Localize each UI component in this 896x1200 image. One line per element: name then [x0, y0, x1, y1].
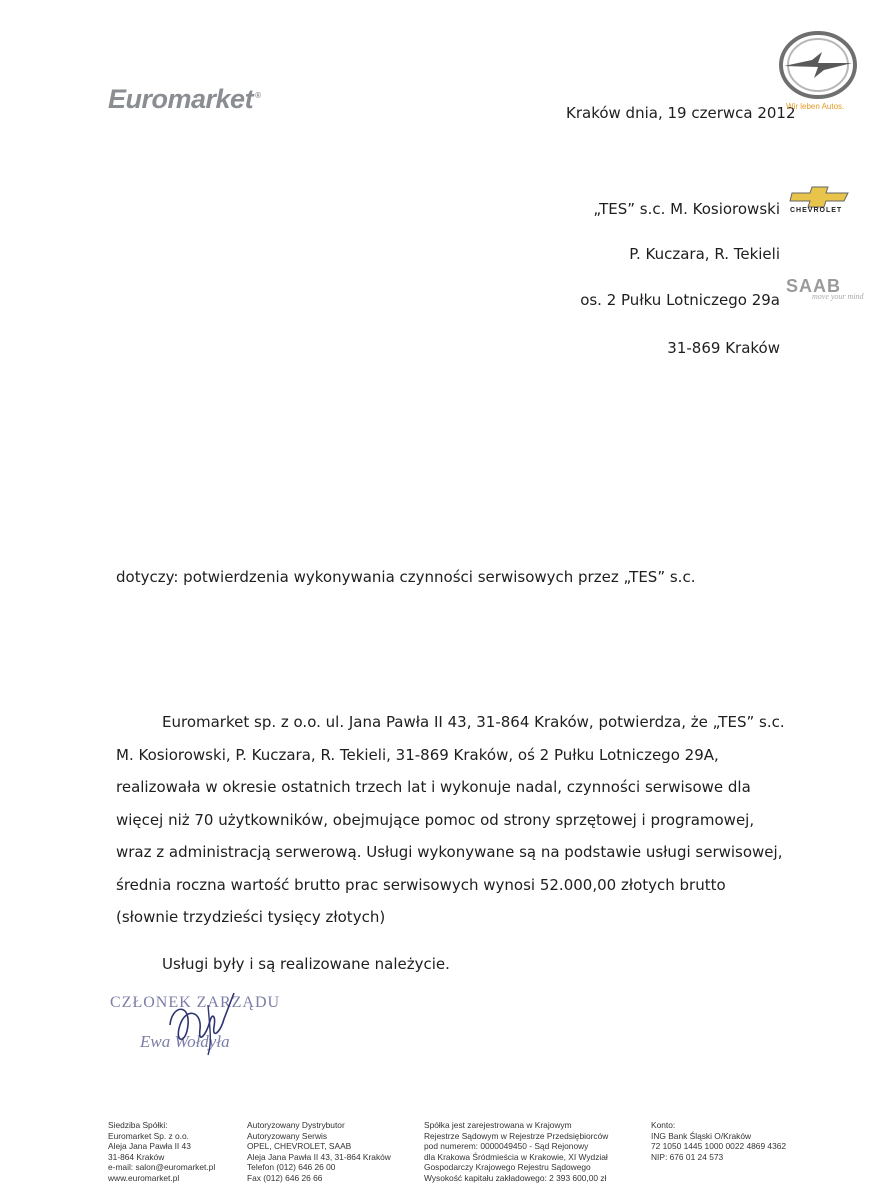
letter-date: Kraków dnia, 19 czerwca 2012	[566, 104, 796, 122]
recipient-line-2: P. Kuczara, R. Tekieli	[629, 245, 780, 263]
footer-line: Aleja Jana Pawła II 43	[108, 1141, 191, 1152]
footer-nip: NIP: 676 01 24 573	[651, 1151, 724, 1162]
opel-tagline: Wir leben Autos.	[786, 102, 845, 111]
subject-line: dotyczy: potwierdzenia wykonywania czynności serwisowych przez „TES” s.c.	[116, 568, 696, 586]
footer-phone: Telefon (012) 646 26 00	[247, 1162, 336, 1173]
footer-line: Siedziba Spółki:	[108, 1120, 168, 1130]
saab-logo: SAAB	[786, 276, 842, 296]
body-paragraph: Euromarket sp. z o.o. ul. Jana Pawła II 43, 31-864 Kraków, potwierdza, że „TES” s.c. M. Kosiorowski, P. Kuczara, R. Tekieli, 31-869 Kraków, oś 2 Pułku Lotniczego 29A, realizowała w okresie ostatnich trzech lat i wykonuje nadal, czynności serwisowe dla więcej niż 70 użytkowników, obejmujące pomoc od strony sprzętowej i programowej, wraz z administracją serwerową. Usługi wykonywane są na podstawie usługi serwisowej, średnia roczna wartość brutto prac serwisowych wynosi 52.000,00 złotych brutto (słownie trzydzieści tysięcy złotych)	[116, 713, 785, 926]
footer-email: e-mail: salon@euromarket.pl	[108, 1162, 216, 1173]
footer-bank-info	[651, 1120, 786, 1162]
signature-title-stamp: CZŁONEK ZARZĄDU	[110, 994, 281, 1011]
footer-registry-info	[424, 1120, 608, 1184]
registered-mark: ®	[255, 91, 261, 100]
closing-sentence: Usługi były i są realizowane należycie.	[162, 954, 450, 973]
footer-line: Autoryzowany Serwis	[247, 1130, 328, 1141]
footer-line: Wysokość kapitału zakładowego: 2 393 600,00 zł	[424, 1172, 607, 1183]
footer-line: Autoryzowany Dystrybutor	[247, 1120, 345, 1130]
euromarket-logo	[108, 84, 260, 115]
footer-website: www.euromarket.pl	[108, 1172, 180, 1183]
opel-logo-icon	[778, 30, 858, 100]
recipient-line-4: 31-869 Kraków	[667, 339, 780, 357]
recipient-line-3: os. 2 Pułku Lotniczego 29a	[580, 291, 780, 309]
footer-line: ING Bank Śląski O/Kraków	[651, 1130, 752, 1141]
footer-line: pod numerem: 0000049450 - Sąd Rejonowy	[424, 1141, 589, 1152]
footer-line: Rejestrze Sądowym w Rejestrze Przedsiębiorców	[424, 1130, 609, 1141]
signature-name-stamp: Ewa Wołdyła	[140, 1032, 230, 1051]
footer-line: Spółka jest zarejestrowana w Krajowym	[424, 1120, 572, 1130]
footer-fax: Fax (012) 646 26 66	[247, 1172, 323, 1183]
recipient-line-1: „TES” s.c. M. Kosiorowski	[593, 200, 780, 218]
footer-line: Konto:	[651, 1120, 676, 1130]
footer-company-info	[108, 1120, 215, 1184]
letter-body	[116, 706, 786, 980]
saab-tagline: move your mind	[812, 292, 864, 301]
footer-line: OPEL, CHEVROLET, SAAB	[247, 1141, 352, 1152]
footer-line: Aleja Jana Pawła II 43, 31-864 Kraków	[247, 1151, 391, 1162]
handwritten-signature-icon	[150, 985, 260, 1060]
footer-line: Gospodarczy Krajowego Rejestru Sądowego	[424, 1162, 591, 1173]
chevrolet-wordmark: CHEVROLET	[790, 207, 843, 214]
footer-line: dla Krakowa Śródmieścia w Krakowie, XI Wydział	[424, 1151, 608, 1162]
footer-dealer-info	[247, 1120, 391, 1184]
footer-line: Euromarket Sp. z o.o.	[108, 1130, 189, 1141]
euromarket-logo-text: Euromarket	[108, 84, 254, 114]
footer-line: 31-864 Kraków	[108, 1151, 165, 1162]
footer-account-number: 72 1050 1445 1000 0022 4869 4362	[651, 1141, 787, 1152]
